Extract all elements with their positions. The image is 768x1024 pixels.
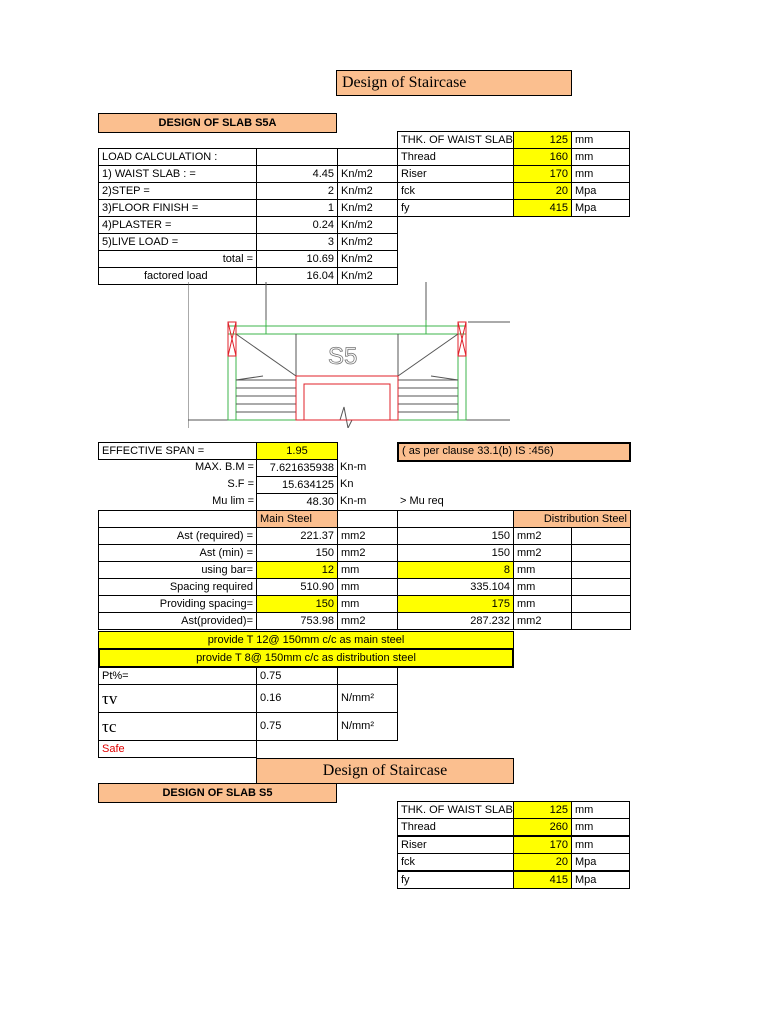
load-row-label[interactable]: 1) WAIST SLAB : = [98, 165, 257, 183]
pt-empty[interactable] [337, 667, 398, 685]
main-steel-unit[interactable]: mm2 [337, 544, 398, 562]
param-unit[interactable]: mm [571, 818, 630, 836]
load-total-label[interactable]: total = [98, 250, 257, 268]
load-total-value[interactable]: 10.69 [256, 250, 338, 268]
main-steel-unit[interactable]: mm [337, 561, 398, 579]
steel-row-label[interactable]: Providing spacing= [98, 595, 257, 613]
sf-value[interactable]: 15.634125 [256, 476, 338, 494]
dist-steel-unit[interactable]: mm2 [513, 527, 572, 545]
dist-steel-unit[interactable]: mm2 [513, 544, 572, 562]
dist-steel-unit[interactable]: mm [513, 595, 572, 613]
param-value[interactable]: 160 [513, 148, 572, 166]
load-row-unit[interactable]: Kn/m2 [337, 182, 398, 200]
param-label[interactable]: fck [397, 182, 514, 200]
drawing-label: S5 [328, 343, 358, 370]
effective-span-label[interactable]: EFFECTIVE SPAN = [98, 442, 257, 460]
dist-steel-value[interactable]: 287.232 [397, 612, 514, 630]
param-label[interactable]: THK. OF WAIST SLAB [397, 131, 514, 149]
param-label[interactable]: fy [397, 199, 514, 217]
param-label[interactable]: Riser [397, 836, 514, 854]
param-label[interactable]: fck [397, 853, 514, 871]
sf-unit[interactable]: Kn [340, 478, 354, 490]
tc-unit[interactable]: N/mm² [337, 712, 398, 741]
tv-unit[interactable]: N/mm² [337, 684, 398, 713]
steel-row-label[interactable]: Ast(provided)= [98, 612, 257, 630]
steel-empty-cell[interactable] [571, 612, 631, 630]
load-row-value[interactable]: 2 [256, 182, 338, 200]
staircase-drawing [188, 282, 510, 428]
steel-header-empty[interactable] [337, 510, 398, 528]
param-label[interactable]: fy [397, 871, 514, 889]
load-row-label[interactable]: 2)STEP = [98, 182, 257, 200]
load-calc-empty-cell[interactable] [256, 148, 338, 166]
steel-empty-cell[interactable] [571, 544, 631, 562]
load-row-value[interactable]: 3 [256, 233, 338, 251]
effective-span-value[interactable]: 1.95 [256, 442, 338, 460]
param-unit[interactable]: mm [571, 801, 630, 819]
steel-empty-cell[interactable] [571, 595, 631, 613]
load-row-value[interactable]: 4.45 [256, 165, 338, 183]
steel-header-empty[interactable] [397, 510, 514, 528]
param-unit[interactable]: Mpa [571, 871, 630, 889]
distribution-steel-header[interactable]: Distribution Steel [513, 510, 631, 528]
main-steel-unit[interactable]: mm [337, 578, 398, 596]
main-spacing-value[interactable]: 150 [256, 595, 338, 613]
param-label[interactable]: Thread [397, 148, 514, 166]
load-row-unit[interactable]: Kn/m2 [337, 233, 398, 251]
load-row-label[interactable]: 3)FLOOR FINISH = [98, 199, 257, 217]
mu-lim-label[interactable]: Mu lim = [212, 495, 254, 507]
tv-value[interactable]: 0.16 [256, 684, 338, 713]
tc-value[interactable]: 0.75 [256, 712, 338, 741]
steel-empty-cell[interactable] [571, 561, 631, 579]
param-unit[interactable]: mm [571, 148, 630, 166]
section2-title: Design of Staircase [256, 758, 514, 784]
dist-steel-value[interactable]: 150 [397, 544, 514, 562]
param-unit[interactable]: Mpa [571, 182, 630, 200]
main-steel-value[interactable]: 150 [256, 544, 338, 562]
param-unit[interactable]: mm [571, 131, 630, 149]
load-calc-empty-cell[interactable] [337, 148, 398, 166]
main-steel-header[interactable]: Main Steel [256, 510, 338, 528]
steel-row-label[interactable]: using bar= [98, 561, 257, 579]
dist-steel-unit[interactable]: mm [513, 578, 572, 596]
slab-label: DESIGN OF SLAB S5A [98, 113, 337, 133]
load-row-unit[interactable]: Kn/m2 [337, 250, 398, 268]
provide-distribution-steel[interactable]: provide T 8@ 150mm c/c as distribution steel [98, 648, 514, 668]
load-row-label[interactable]: 5)LIVE LOAD = [98, 233, 257, 251]
load-calc-header[interactable]: LOAD CALCULATION : [98, 148, 257, 166]
param-value[interactable]: 125 [513, 131, 572, 149]
pt-value[interactable]: 0.75 [256, 667, 338, 685]
param-unit[interactable]: Mpa [571, 199, 630, 217]
clause-note[interactable]: ( as per clause 33.1(b) IS :456) [397, 442, 631, 462]
dist-spacing-value[interactable]: 175 [397, 595, 514, 613]
load-row-unit[interactable]: Kn/m2 [337, 199, 398, 217]
safety-result[interactable]: Safe [98, 740, 257, 758]
load-row-unit[interactable]: Kn/m2 [337, 267, 398, 285]
param-label[interactable]: Thread [397, 818, 514, 836]
steel-header-empty[interactable] [98, 510, 257, 528]
dist-steel-value[interactable]: 335.104 [397, 578, 514, 596]
steel-empty-cell[interactable] [571, 578, 631, 596]
load-row-value[interactable]: 1 [256, 199, 338, 217]
max-bm-label[interactable]: MAX. B.M = [195, 461, 254, 473]
param-value[interactable]: 20 [513, 182, 572, 200]
param-label[interactable]: THK. OF WAIST SLAB [397, 801, 514, 819]
main-steel-value[interactable]: 753.98 [256, 612, 338, 630]
param-value[interactable]: 170 [513, 165, 572, 183]
steel-empty-cell[interactable] [571, 527, 631, 545]
load-row-label[interactable]: 4)PLASTER = [98, 216, 257, 234]
main-steel-unit[interactable]: mm2 [337, 527, 398, 545]
main-steel-value[interactable]: 221.37 [256, 527, 338, 545]
section2-slab-label: DESIGN OF SLAB S5 [98, 783, 337, 803]
max-bm-unit[interactable]: Kn-m [340, 461, 367, 473]
param-unit[interactable]: mm [571, 165, 630, 183]
sf-label[interactable]: S.F = [227, 478, 254, 490]
steel-row-label[interactable]: Ast (min) = [98, 544, 257, 562]
steel-row-label[interactable]: Ast (required) = [98, 527, 257, 545]
dist-bar-dia-value[interactable]: 8 [397, 561, 514, 579]
param-value[interactable]: 260 [513, 818, 572, 836]
mu-lim-unit[interactable]: Kn-m [340, 495, 367, 507]
main-bar-dia-value[interactable]: 12 [256, 561, 338, 579]
param-unit[interactable]: mm [571, 836, 630, 854]
load-row-unit[interactable]: Kn/m2 [337, 165, 398, 183]
param-value[interactable]: 170 [513, 836, 572, 854]
steel-row-label[interactable]: Spacing required [98, 578, 257, 596]
param-value[interactable]: 125 [513, 801, 572, 819]
main-steel-unit[interactable]: mm [337, 595, 398, 613]
dist-steel-value[interactable]: 150 [397, 527, 514, 545]
load-row-value[interactable]: 0.24 [256, 216, 338, 234]
main-steel-unit[interactable]: mm2 [337, 612, 398, 630]
tv-label[interactable]: τv [98, 684, 257, 713]
main-steel-value[interactable]: 510.90 [256, 578, 338, 596]
pt-label[interactable]: Pt%= [98, 667, 257, 685]
mu-lim-note[interactable]: > Mu req [400, 495, 444, 507]
param-label[interactable]: Riser [397, 165, 514, 183]
dist-steel-unit[interactable]: mm [513, 561, 572, 579]
dist-steel-unit[interactable]: mm2 [513, 612, 572, 630]
param-value[interactable]: 415 [513, 199, 572, 217]
param-value[interactable]: 415 [513, 871, 572, 889]
max-bm-value[interactable]: 7.621635938 [256, 459, 338, 477]
page-title: Design of Staircase [336, 70, 572, 96]
param-value[interactable]: 20 [513, 853, 572, 871]
mu-lim-value[interactable]: 48.30 [256, 493, 338, 511]
factored-load-label[interactable]: factored load [98, 267, 257, 285]
factored-load-value[interactable]: 16.04 [256, 267, 338, 285]
load-row-unit[interactable]: Kn/m2 [337, 216, 398, 234]
param-unit[interactable]: Mpa [571, 853, 630, 871]
tc-label[interactable]: τc [98, 712, 257, 741]
provide-main-steel[interactable]: provide T 12@ 150mm c/c as main steel [98, 631, 514, 649]
